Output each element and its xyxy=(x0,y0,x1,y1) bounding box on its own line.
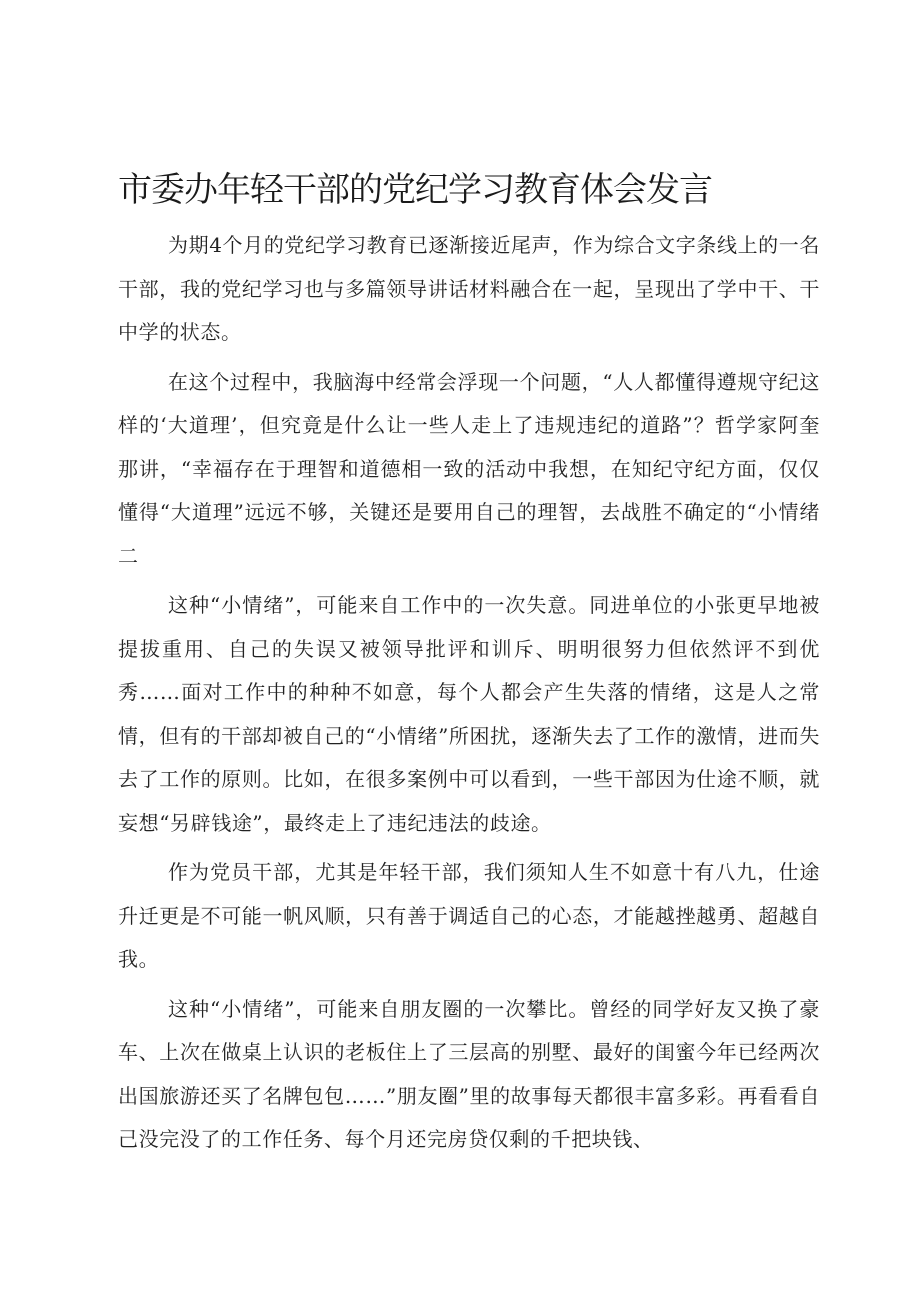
paragraph-1: 为期4个月的党纪学习教育已逐渐接近尾声，作为综合文字条线上的一名干部，我的党纪学习也与多篇领导讲话材料融合在一起，呈现出了学中干、干中学的状态。 xyxy=(118,233,820,344)
paragraph-3: 这种“小情绪”，可能来自工作中的一次失意。同进单位的小张更早地被提拔重用、自己的失误又被领导批评和训斥、明明很努力但依然评不到优秀……面对工作中的种种不如意，每个人都会产生失落的情绪，这是人之常情，但有的干部却被自己的“小情绪”所困扰，逐渐失去了工作的激情，进而失去了工作的原则。比如，在很多案例中可以看到，一些干部因为仕途不顺，就妄想“另辟钱途”，最终走上了违纪违法的歧途。 xyxy=(118,593,820,835)
document-body xyxy=(118,224,820,1168)
paragraph-4: 作为党员干部，尤其是年轻干部，我们须知人生不如意十有八九，仕途升迁更是不可能一帆风顺，只有善于调适自己的心态，才能越挫越勇、超越自我。 xyxy=(118,860,820,971)
paragraph-5: 这种“小情绪”，可能来自朋友圈的一次攀比。曾经的同学好友又换了豪车、上次在做桌上认识的老板住上了三层高的别墅、最好的闺蜜今年已经两次出国旅游还买了名牌包包……”朋友圈”里的故事每天都很丰富多彩。再看看自己没完没了的工作任务、每个月还完房贷仅剩的千把块钱、 xyxy=(118,996,820,1151)
document-title: 市委办年轻干部的党纪学习教育体会发言 xyxy=(118,170,712,210)
paragraph-2: 在这个过程中，我脑海中经常会浮现一个问题，“人人都懂得遵规守纪这样的‘大道理’，但究竟是什么让一些人走上了违规违纪的道路”？哲学家阿奎那讲，“幸福存在于理智和道德相一致的活动中我想，在知纪守纪方面，仅仅懂得“大道理”远远不够，关键还是要用自己的理智，去战胜不确定的“小情绪二 xyxy=(118,369,820,568)
